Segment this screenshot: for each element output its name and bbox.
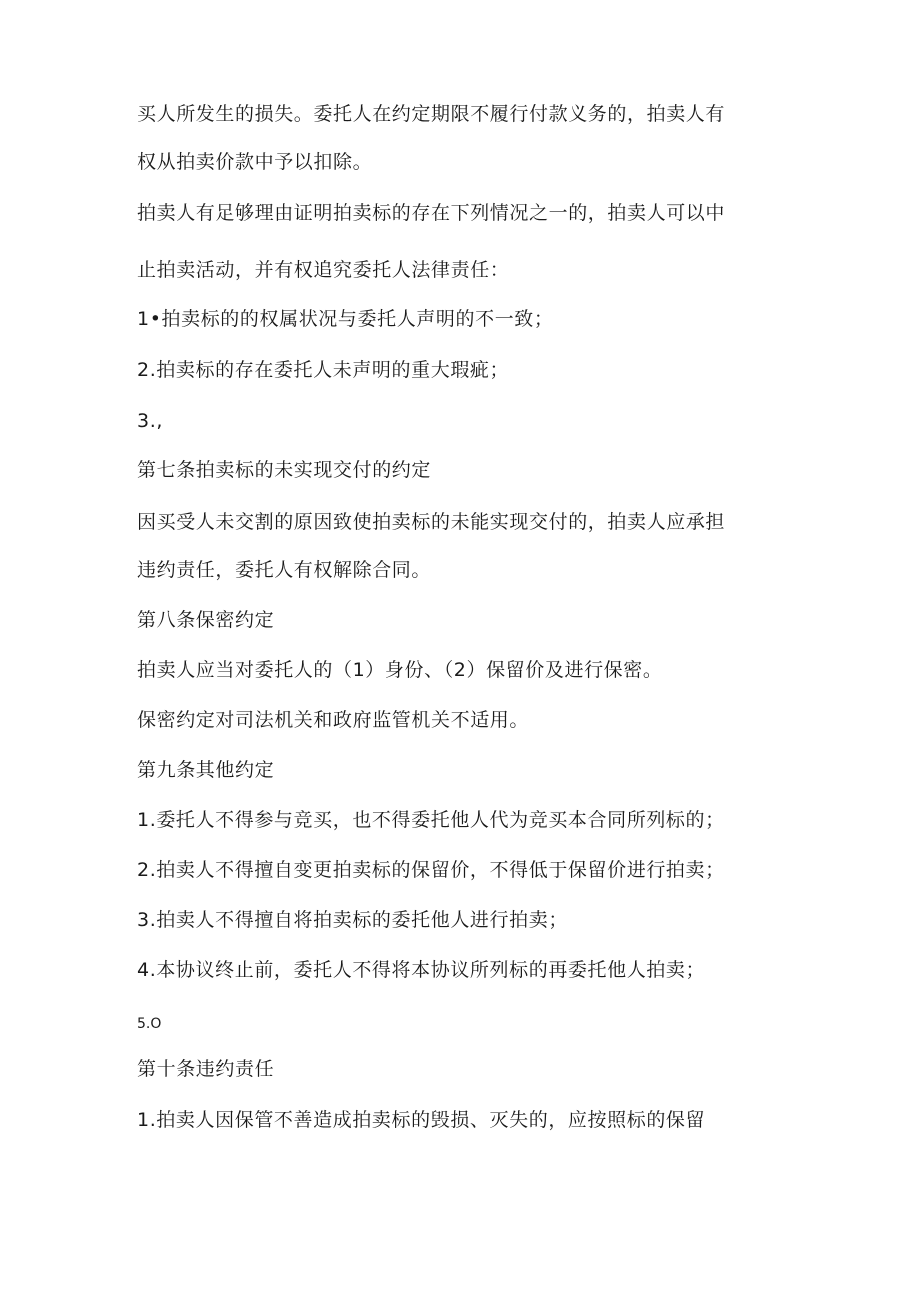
text-line: 拍卖人有足够理由证明拍卖标的存在下列情况之一的，拍卖人可以中 (137, 202, 726, 224)
section-heading: 第十条违约责任 (137, 1058, 275, 1080)
section-heading: 第八条保密约定 (137, 609, 275, 631)
list-item: 3., (137, 410, 163, 432)
text-line: 权从拍卖价款中予以扣除。 (137, 151, 373, 173)
list-item: 1•拍卖标的的权属状况与委托人声明的不一致； (137, 308, 554, 330)
list-item: 4.本协议终止前，委托人不得将本协议所列标的再委托他人拍卖； (137, 959, 706, 981)
text-line: 违约责任，委托人有权解除合同。 (137, 559, 432, 581)
text-line: 止拍卖活动，并有权追究委托人法律责任： (137, 259, 510, 281)
list-item: 5.O (137, 1016, 162, 1032)
text-line: 因买受人未交割的原因致使拍卖标的未能实现交付的，拍卖人应承担 (137, 511, 726, 533)
section-heading: 第九条其他约定 (137, 759, 275, 781)
list-item: 3.拍卖人不得擅自将拍卖标的委托他人进行拍卖； (137, 909, 568, 931)
list-item: 1.委托人不得参与竞买，也不得委托他人代为竞买本合同所列标的； (137, 809, 725, 831)
text-line: 保密约定对司法机关和政府监管机关不适用。 (137, 709, 530, 731)
list-item: 1.拍卖人因保管不善造成拍卖标的毁损、灭失的，应按照标的保留 (137, 1109, 706, 1131)
text-line: 买人所发生的损失。委托人在约定期限不履行付款义务的，拍卖人有 (137, 103, 726, 125)
list-item: 2.拍卖人不得擅自变更拍卖标的保留价，不得低于保留价进行拍卖； (137, 859, 725, 881)
list-item: 2.拍卖标的存在委托人未声明的重大瑕疵； (137, 359, 510, 381)
text-line: 拍卖人应当对委托人的（1）身份、（2）保留价及进行保密。 (137, 659, 663, 681)
section-heading: 第七条拍卖标的未实现交付的约定 (137, 459, 432, 481)
